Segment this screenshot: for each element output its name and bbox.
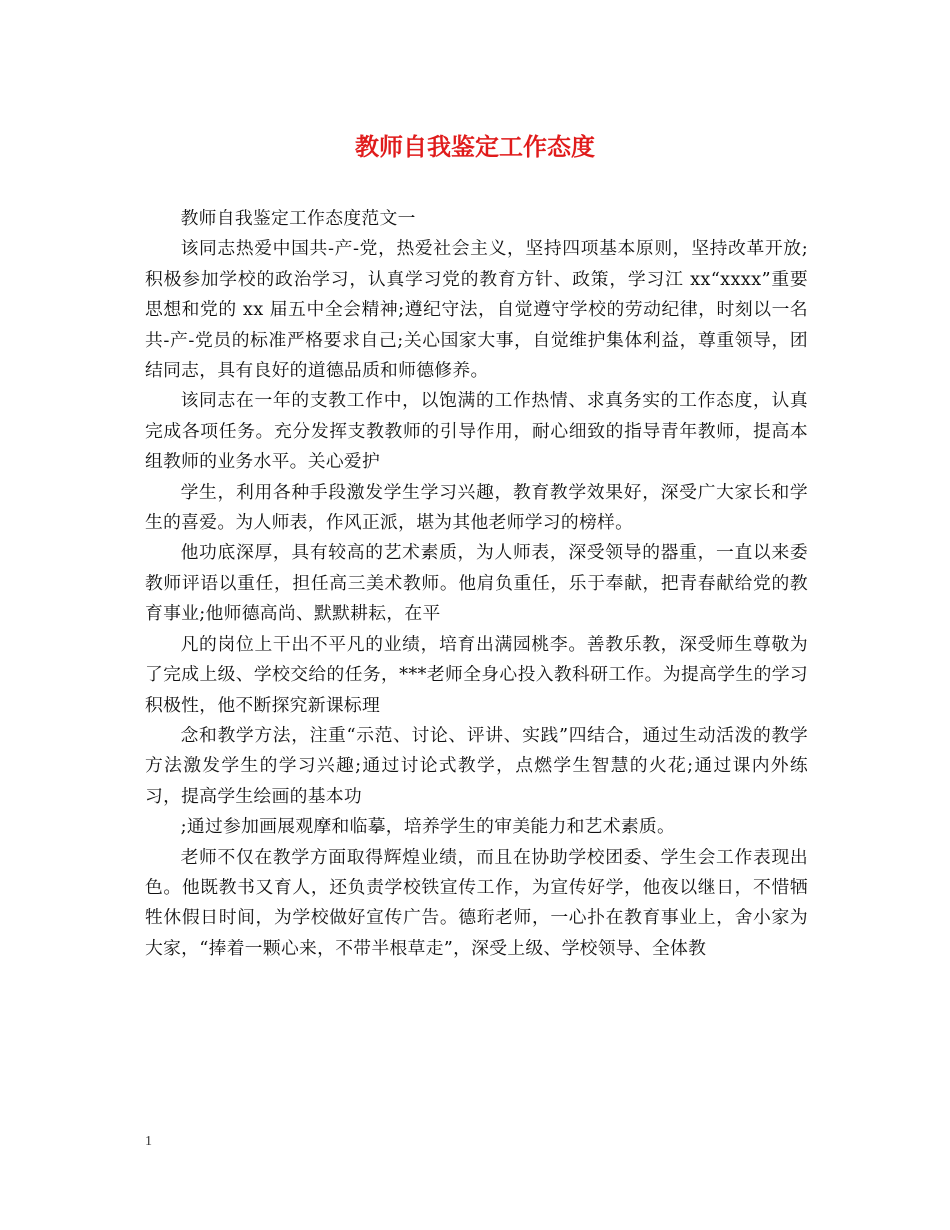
page-number: 1 — [145, 1134, 152, 1149]
paragraph: 老师不仅在教学方面取得辉煌业绩，而且在协助学校团委、学生会工作表现出色。他既教书又育人，还负责学校铁宣传工作，为宣传好学，他夜以继日，不惜牺牲休假日时间，为学校做好宣传广告。德珩老师，一心扑在教育事业上，舍小家为大家，“捧着一颗心来，不带半根草走”，深受上级、学校领导、全体教 — [145, 846, 808, 959]
paragraph: 教师自我鉴定工作态度范文一 — [180, 208, 416, 229]
paragraph: 念和教学方法，注重“示范、讨论、评讲、实践”四结合，通过生动活泼的教学方法激发学生的学习兴趣;通过讨论式教学，点燃学生智慧的火花;通过课内外练习，提高学生绘画的基本功 — [145, 724, 808, 807]
paragraph: ;通过参加画展观摩和临摹，培养学生的审美能力和艺术素质。 — [180, 816, 676, 838]
paragraph: 他功底深厚，具有较高的艺术素质，为人师表，深受领导的器重，一直以来委教师评语以重任，担任高三美术教师。他肩负重任，乐于奉献，把青春献给党的教育事业;他师德高尚、默默耕耘，在平 — [145, 542, 808, 625]
document-body — [145, 204, 808, 964]
paragraph: 该同志在一年的支教工作中，以饱满的工作热情、求真务实的工作态度，认真完成各项任务。充分发挥支教教师的引导作用，耐心细致的指导青年教师，提高本组教师的业务水平。关心爱护 — [145, 390, 808, 473]
paragraph: 该同志热爱中国共-产-党，热爱社会主义，坚持四项基本原则，坚持改革开放;积极参加学校的政治学习，认真学习党的教育方针、政策，学习江 xx“xxxx”重要思想和党的 xx 届五中全会精神;遵纪守法，自觉遵守学校的劳动纪律，时刻以一名共-产-党员的标准严格要求自己;关心国家大事，自觉维护集体利益，尊重领导，团结同志，具有良好的道德品质和师德修养。 — [145, 238, 808, 382]
document-title: 教师自我鉴定工作态度 — [355, 133, 595, 161]
paragraph: 学生，利用各种手段激发学生学习兴趣，教育教学效果好，深受广大家长和学生的喜爱。为人师表，作风正派，堪为其他老师学习的榜样。 — [145, 481, 808, 534]
paragraph: 凡的岗位上干出不平凡的业绩，培育出满园桃李。善教乐教，深受师生尊敬为了完成上级、学校交给的任务，***老师全身心投入教科研工作。为提高学生的学习积极性，他不断探究新课标理 — [145, 633, 808, 716]
